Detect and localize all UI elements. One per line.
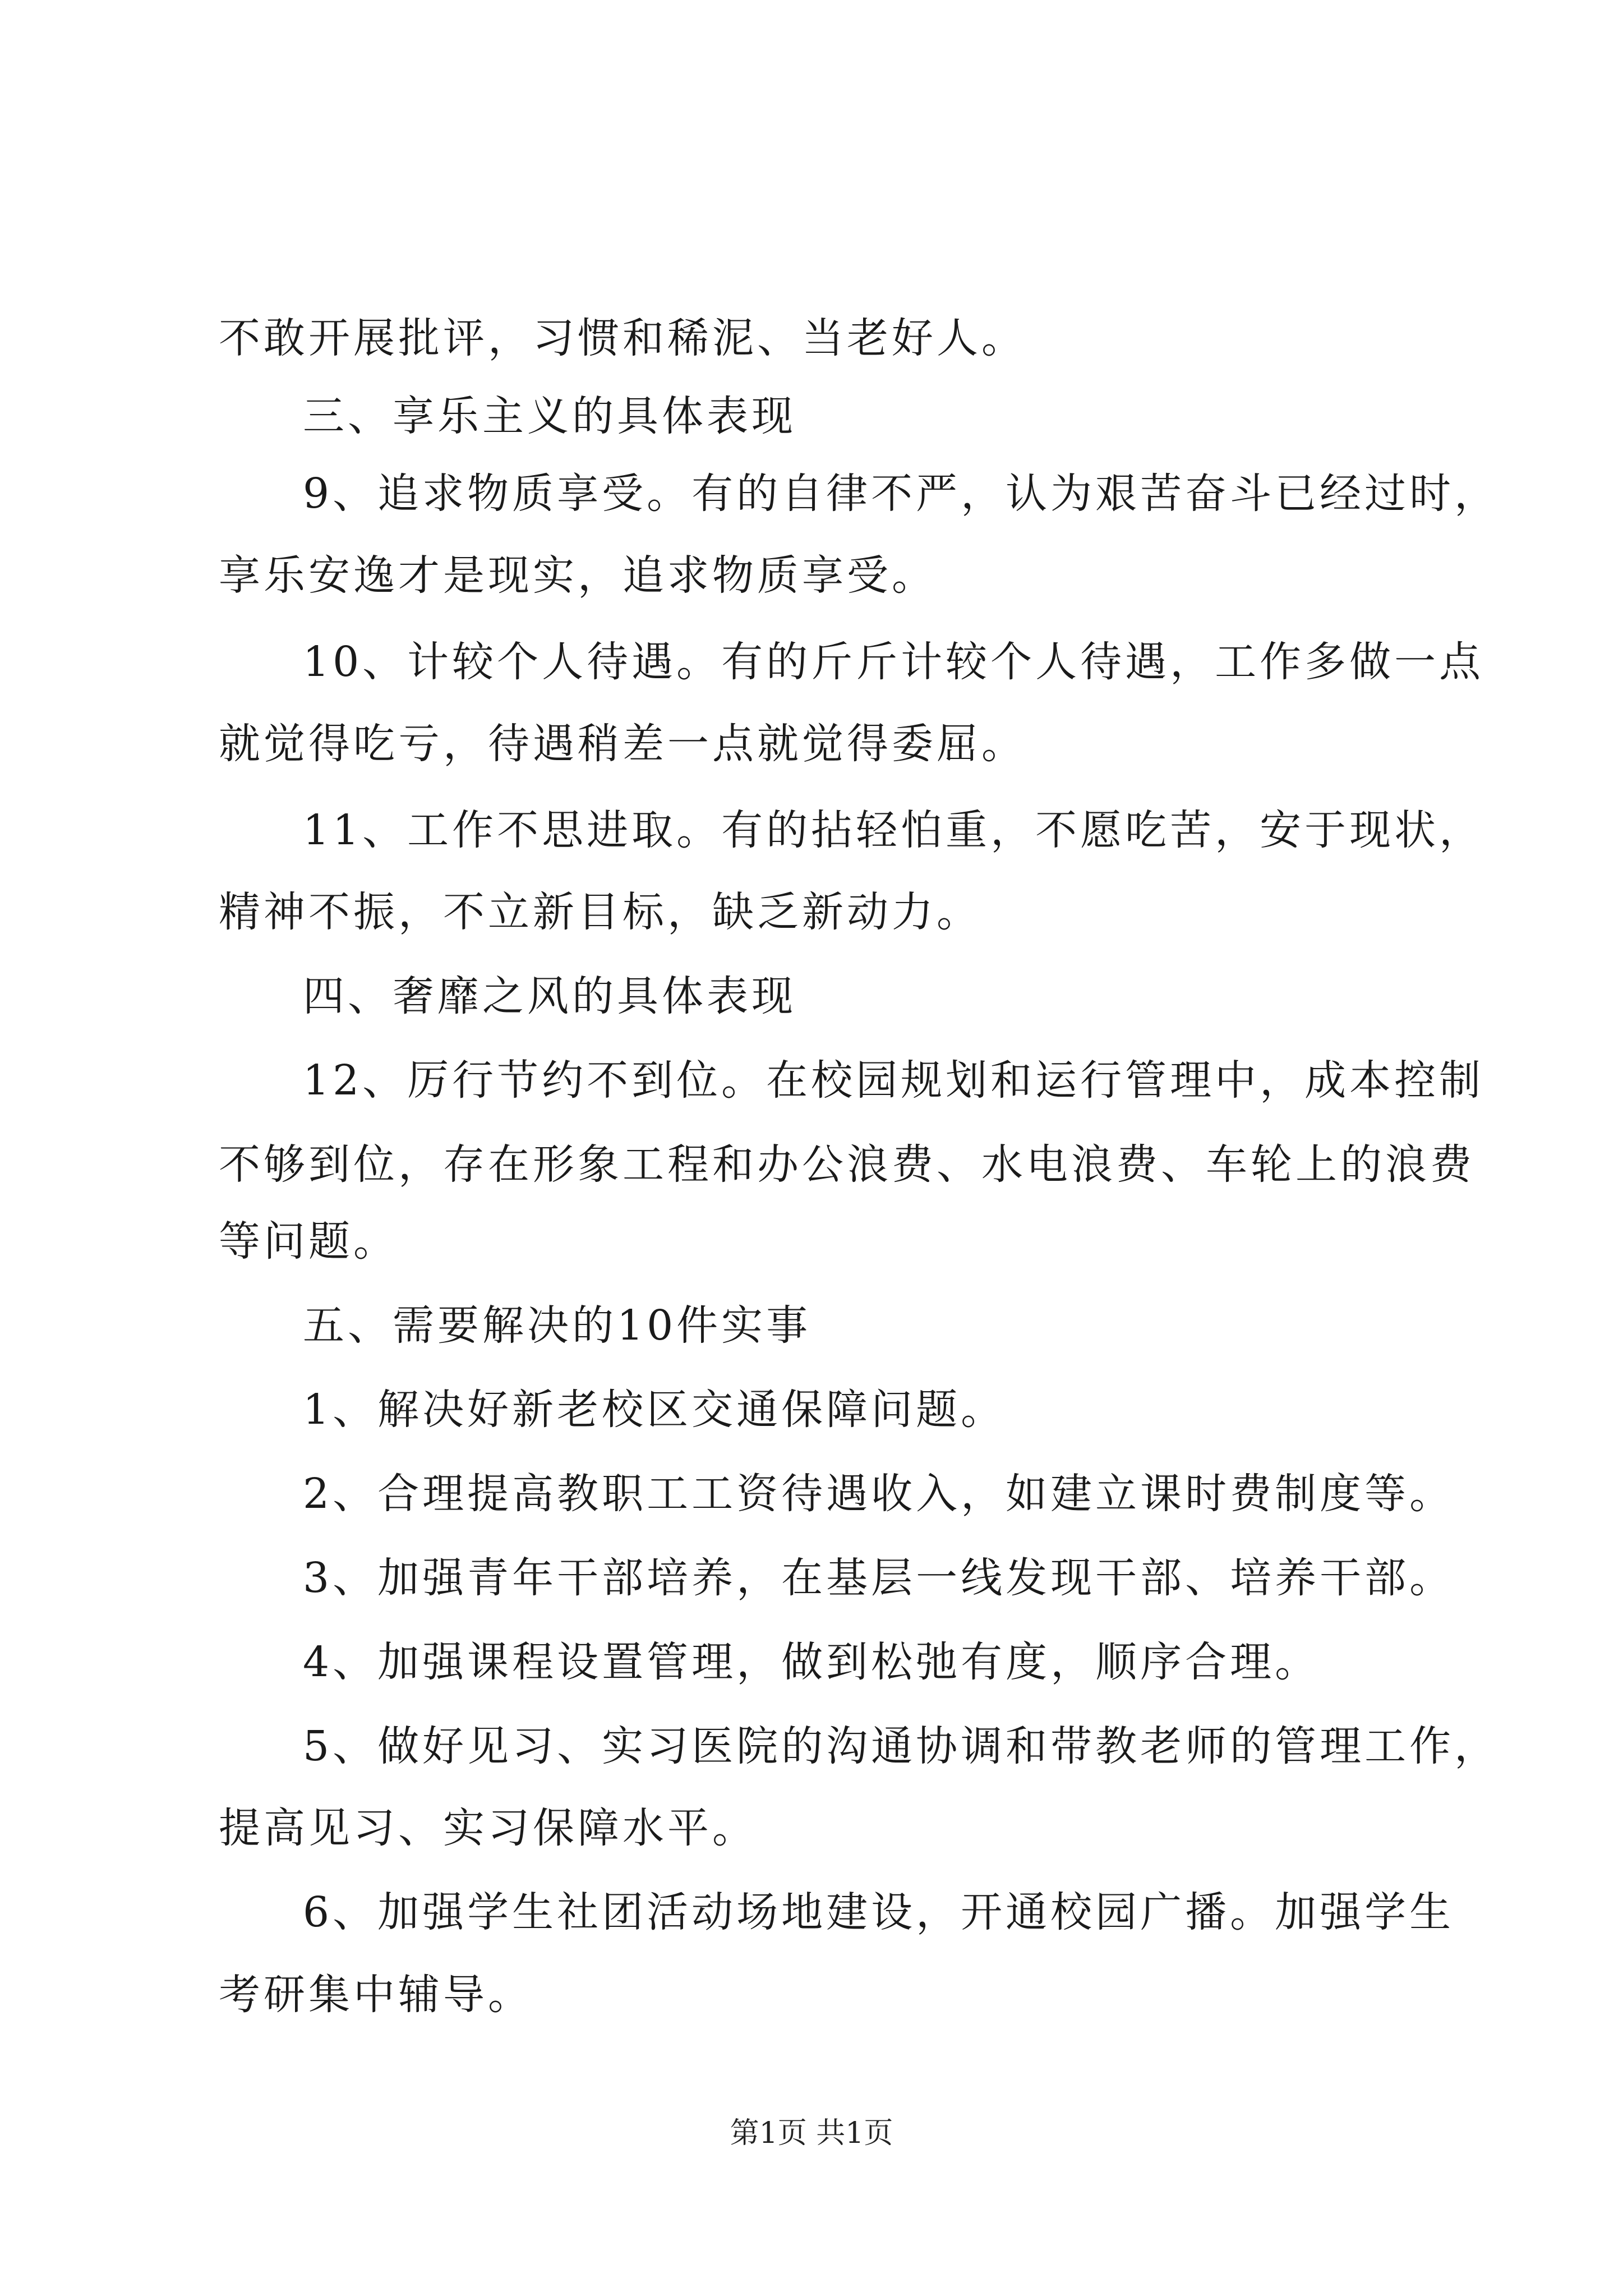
section-heading: 三、享乐主义的具体表现 bbox=[303, 392, 796, 440]
list-item: 1、解决好新老校区交通保障问题。 bbox=[303, 1386, 1006, 1434]
page-number: 1 bbox=[759, 2116, 778, 2150]
total-number: 1 bbox=[845, 2116, 864, 2150]
total-prefix: 共 bbox=[816, 2116, 846, 2150]
page-suffix: 页 bbox=[777, 2116, 807, 2150]
section-heading: 五、需要解决的10件实事 bbox=[303, 1301, 811, 1350]
page-prefix: 第 bbox=[730, 2116, 759, 2150]
list-item: 5、做好见习、实习医院的沟通协调和带教老师的管理工作， bbox=[303, 1722, 1500, 1770]
text-line: 精神不振，不立新目标，缺乏新动力。 bbox=[219, 888, 981, 936]
text-line: 就觉得吃亏，待遇稍差一点就觉得委屈。 bbox=[219, 720, 1026, 768]
list-item-continuation: 考研集中辅导。 bbox=[219, 1971, 533, 2019]
list-item: 2、合理提高教职工工资待遇收入，如建立课时费制度等。 bbox=[303, 1470, 1455, 1518]
text-line: 等问题。 bbox=[219, 1217, 398, 1266]
section-heading: 四、奢靡之风的具体表现 bbox=[303, 972, 796, 1020]
text-line: 12、厉行节约不到位。在校园规划和运行管理中，成本控制 bbox=[303, 1056, 1484, 1105]
list-item: 3、加强青年干部培养，在基层一线发现干部、培养干部。 bbox=[303, 1554, 1455, 1602]
text-line: 不敢开展批评，习惯和稀泥、当老好人。 bbox=[219, 314, 1026, 362]
text-line: 享乐安逸才是现实，追求物质享受。 bbox=[219, 551, 937, 600]
list-item: 6、加强学生社团活动场地建设，开通校园广播。加强学生 bbox=[303, 1888, 1455, 1936]
page-footer bbox=[0, 2114, 1623, 2153]
list-item: 4、加强课程设置管理，做到松弛有度，顺序合理。 bbox=[303, 1638, 1320, 1686]
list-item-continuation: 提高见习、实习保障水平。 bbox=[219, 1804, 757, 1852]
total-suffix: 页 bbox=[864, 2116, 893, 2150]
text-line: 10、计较个人待遇。有的斤斤计较个人待遇，工作多做一点 bbox=[303, 638, 1484, 686]
text-line: 11、工作不思进取。有的拈轻怕重，不愿吃苦，安于现状， bbox=[303, 806, 1484, 854]
text-line: 9、追求物质享受。有的自律不严，认为艰苦奋斗已经过时， bbox=[303, 470, 1500, 518]
text-line: 不够到位，存在形象工程和办公浪费、水电浪费、车轮上的浪费 bbox=[219, 1140, 1475, 1189]
